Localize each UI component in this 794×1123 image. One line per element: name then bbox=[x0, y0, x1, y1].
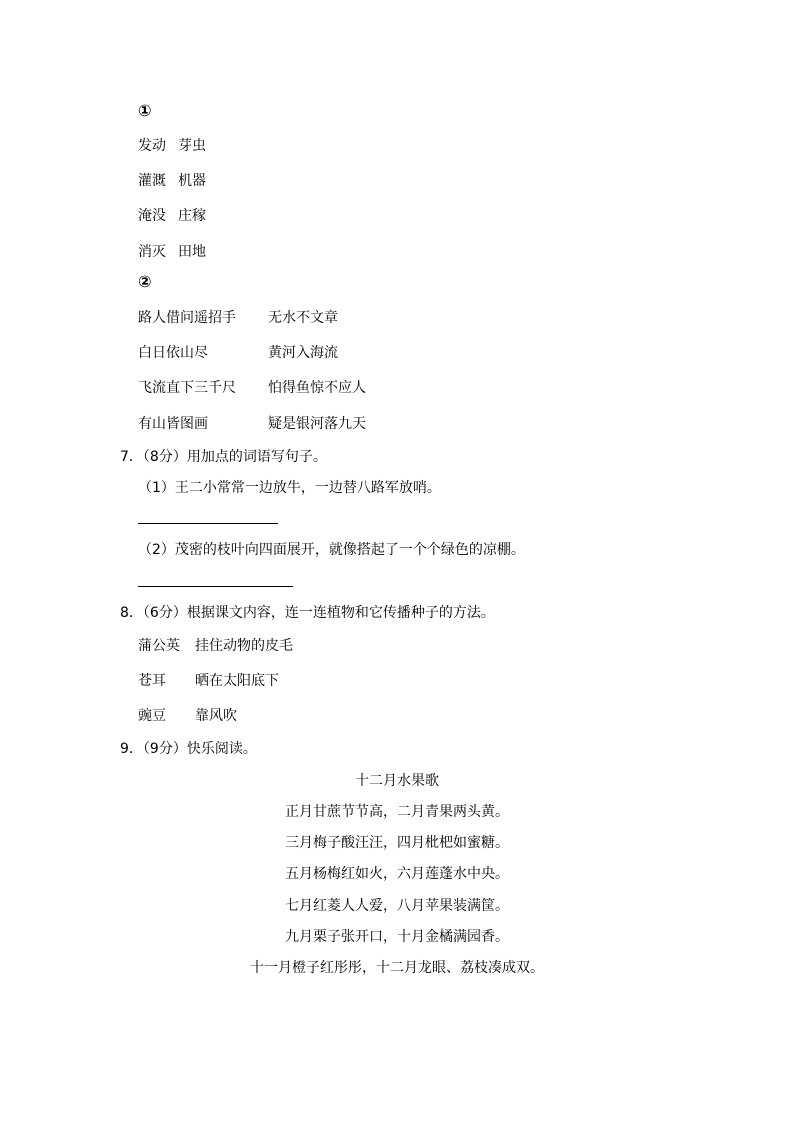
q8-method-0: 挂住动物的皮毛 bbox=[195, 638, 293, 654]
s1-left-3: 消灭 bbox=[138, 244, 166, 260]
poem-title: 十二月水果歌 bbox=[355, 773, 439, 789]
q7-answer-line-1[interactable] bbox=[138, 523, 278, 524]
q7-answer-line-2[interactable] bbox=[138, 586, 293, 587]
poem-line-3: 五月杨梅红如火，六月莲蓬水中央。 bbox=[285, 866, 509, 882]
s2-right-0: 无水不文章 bbox=[268, 310, 338, 326]
s1-right-0: 芽虫 bbox=[178, 138, 206, 154]
s1-left-1: 灌溉 bbox=[138, 173, 166, 189]
s1-left-2: 淹没 bbox=[138, 208, 166, 224]
s1-right-1: 机器 bbox=[178, 173, 206, 189]
s1-right-3: 田地 bbox=[178, 244, 206, 260]
section2-marker: ② bbox=[138, 272, 152, 291]
q8-plant-0: 蒲公英 bbox=[138, 638, 180, 654]
s2-left-1: 白日依山尽 bbox=[138, 345, 208, 361]
s2-left-2: 飞流直下三千尺 bbox=[138, 380, 236, 396]
q8-method-1: 晒在太阳底下 bbox=[195, 673, 279, 689]
section1-marker: ① bbox=[138, 101, 152, 120]
s2-right-1: 黄河入海流 bbox=[268, 345, 338, 361]
s2-left-0: 路人借问遥招手 bbox=[138, 310, 236, 326]
poem-line-5: 九月栗子张开口，十月金橘满园香。 bbox=[285, 929, 509, 945]
s1-left-0: 发动 bbox=[138, 138, 166, 154]
poem-line-1: 正月甘蔗节节高，二月青果两头黄。 bbox=[285, 804, 509, 820]
q7-heading: 7．（8分）用加点的词语写句子。 bbox=[120, 449, 327, 465]
q7-sentence-1: （1）王二小常常一边放牛，一边替八路军放哨。 bbox=[138, 480, 441, 496]
poem-line-6: 十一月橙子红彤彤，十二月龙眼、荔枝凑成双。 bbox=[250, 960, 544, 976]
q8-heading: 8．（6分）根据课文内容，连一连植物和它传播种子的方法。 bbox=[120, 605, 495, 621]
s2-left-3: 有山皆图画 bbox=[138, 416, 208, 432]
s1-right-2: 庄稼 bbox=[178, 208, 206, 224]
q7-sentence-2: （2）茂密的枝叶向四面展开，就像搭起了一个个绿色的凉棚。 bbox=[138, 542, 525, 558]
poem-line-4: 七月红菱人人爱，八月苹果装满筐。 bbox=[285, 898, 509, 914]
q8-method-2: 靠风吹 bbox=[195, 708, 237, 724]
poem-line-2: 三月梅子酸汪汪，四月枇杷如蜜糖。 bbox=[285, 835, 509, 851]
s2-right-3: 疑是银河落九天 bbox=[268, 416, 366, 432]
q9-heading: 9．（9分）快乐阅读。 bbox=[120, 741, 257, 757]
s2-right-2: 怕得鱼惊不应人 bbox=[268, 380, 366, 396]
q8-plant-2: 豌豆 bbox=[138, 708, 166, 724]
q8-plant-1: 苍耳 bbox=[138, 673, 166, 689]
